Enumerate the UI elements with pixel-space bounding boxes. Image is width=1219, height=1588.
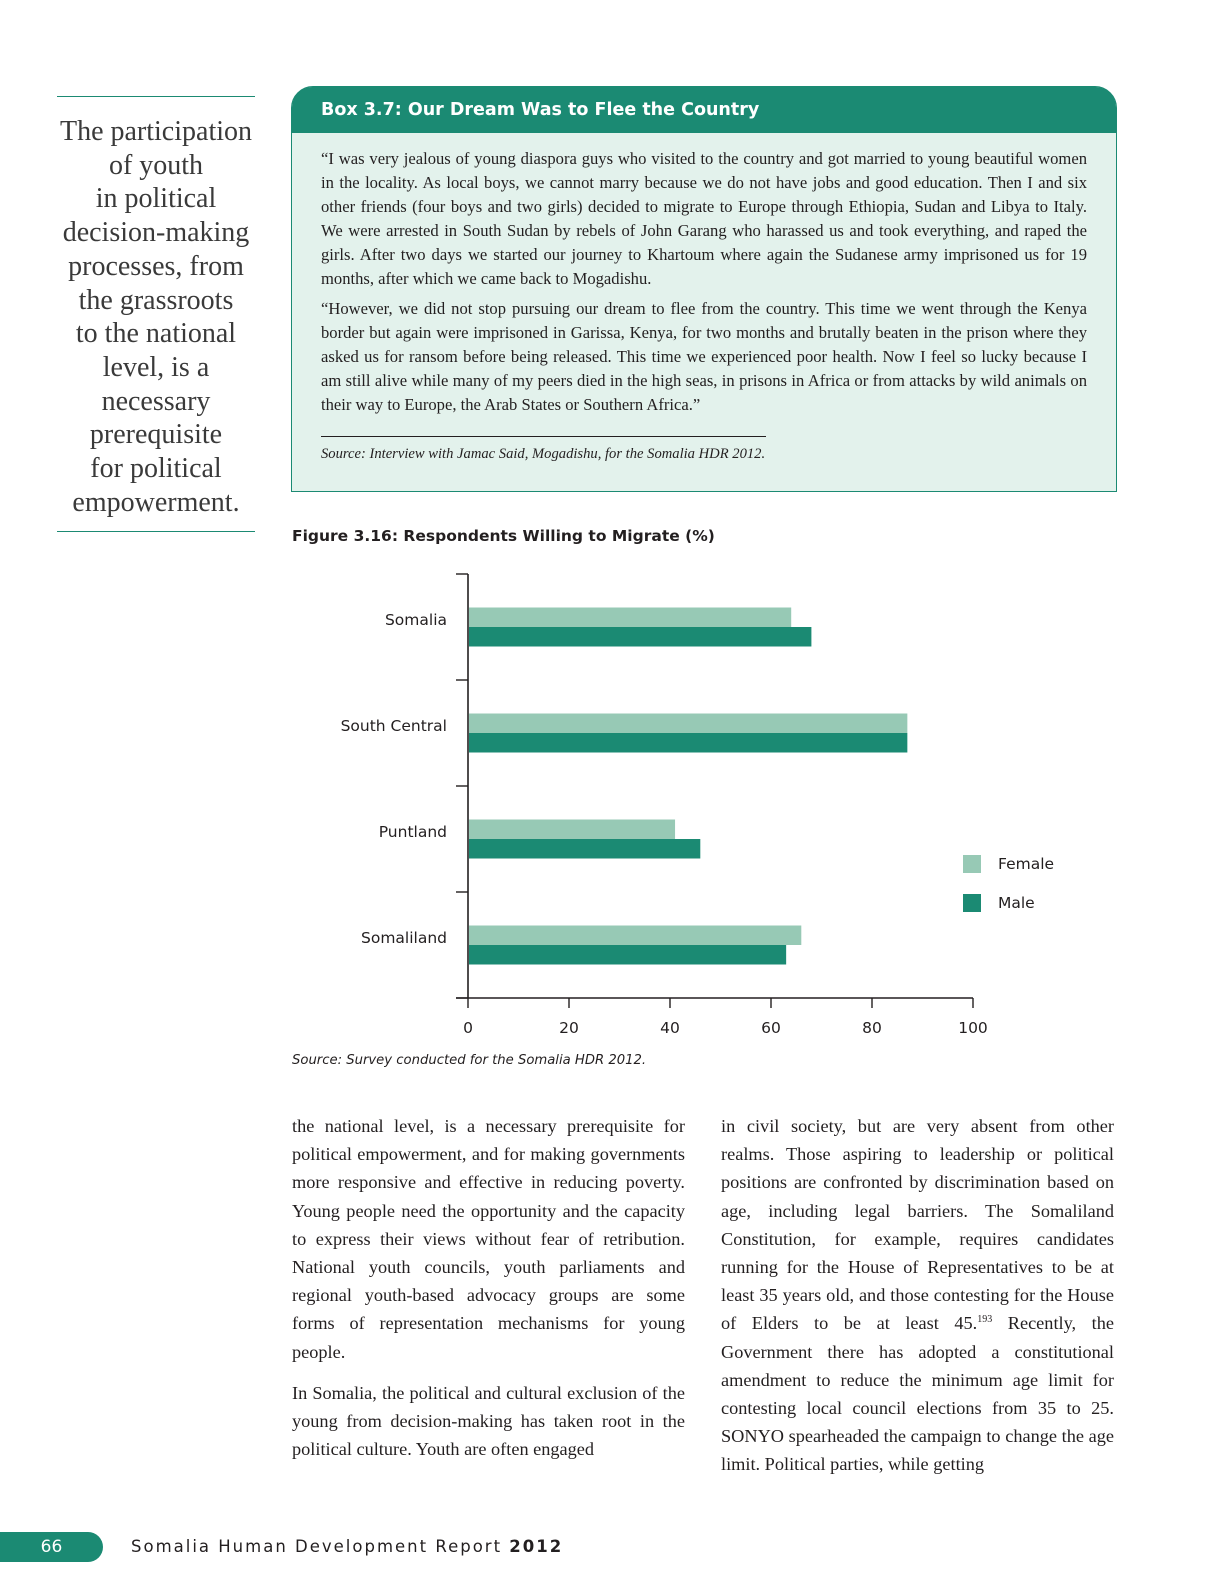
pull-quote-line: of youth [108,149,204,181]
x-tick-label: 20 [559,1019,579,1037]
pull-quote-line: for political [90,453,222,485]
body-paragraph: In Somalia, the political and cultural exclusion of the young from decision-making has taken root in the political culture. Youth are often engaged [292,1382,685,1460]
body-paragraph [721,1112,1114,1479]
pull-quote-line: decision-making [62,217,250,249]
footer-title [131,1535,563,1559]
figure-source: Source: Survey conducted for the Somalia HDR 2012. [292,1053,647,1068]
pull-quote-line: prerequisite [89,419,223,451]
body-text: in civil society, but are very absent from other realms. Those aspiring to leadership or political positions are confronted by discrimination based on age, including legal barriers. The Somaliland Constitution, for example, requires candidates running for the House of Representatives to be at least 35 years old, and those contesting for the House of Elders to be at least 45. [721,1116,1114,1334]
pull-quote-line: level, is a [102,351,210,383]
category-label: South Central [340,717,447,735]
page-number: 66 [0,1532,103,1562]
body-column-right [721,1112,1114,1492]
legend-swatch-male [963,894,981,912]
category-label: Somaliland [361,929,447,947]
legend-swatch-female [963,855,981,873]
pull-quote-line: processes, from [68,250,244,282]
report-year: 2012 [509,1537,564,1556]
x-tick-label: 80 [862,1019,882,1037]
x-tick-label: 0 [463,1019,473,1037]
pull-quote-line: empowerment. [72,486,240,518]
pull-quote-line: to the national [75,318,237,350]
category-label: Puntland [378,823,447,841]
bar-female [469,608,791,628]
pull-quote-line: The participation [59,116,253,147]
bar-male [469,945,786,965]
category-label: Somalia [384,611,447,629]
pull-quote-line: necessary [101,385,211,417]
footnote-ref: 193 [977,1314,993,1326]
bar-female [469,714,907,734]
box-title: Box 3.7: Our Dream Was to Flee the Country [292,87,1116,133]
box-paragraph: “I was very jealous of young diaspora guys who visited to the country and got married to young beautiful women in the locality. As local boys, we cannot marry because we do not have jobs and good education. Then I and six other friends (four boys and two girls) decided to migrate to Europe through Ethiopia, Sudan and Libya to Italy. We were arrested in South Sudan by rebels of John Garang who harassed us and took everything, and raped the girls. After two days we started our journey to Khartoum where again the Sudanese army imprisoned us for 19 months, after which we came back to Mogadishu. [321,149,1087,288]
figure-title: Figure 3.16: Respondents Willing to Migrate (%) [292,527,715,545]
box-paragraph: “However, we did not stop pursuing our dream to flee from the country. This time we went through the Kenya border but again were imprisoned in Garissa, Kenya, for two months and brutally beaten in the prison where they asked us for ransom before being released. This time we experienced poor health. Now I feel so lucky because I am still alive while many of my peers died in the high seas, in prisons in Africa or from attacks by wild animals on their way to Europe, the Arab States or Southern Africa.” [321,299,1087,414]
body-column-left [292,1112,685,1476]
body-paragraph: the national level, is a necessary prerequisite for political empowerment, and for making governments more responsive and effective in reducing poverty. Young people need the opportunity and the capacity to express their views without fear of retribution. National youth councils, youth parliaments and regional youth-based advocacy groups are some forms of representation mechanisms for young people. [292,1116,685,1362]
legend-label: Female [998,855,1055,873]
x-tick-label: 40 [660,1019,680,1037]
x-tick-label: 100 [958,1019,988,1037]
bar-male [469,627,811,647]
report-title: Somalia Human Development Report [131,1537,503,1556]
pull-quote-line: in political [95,183,217,215]
bar-female [469,820,675,840]
pull-quote-line: the grassroots [78,284,234,316]
bar-male [469,733,907,753]
bar-male [469,839,700,859]
box-source: Source: Interview with Jamac Said, Mogadishu, for the Somalia HDR 2012. [321,446,766,462]
bar-female [469,926,801,946]
x-tick-label: 60 [761,1019,781,1037]
body-text: Recently, the Government there has adopted a constitutional amendment to reduce the minimum age limit for contesting local council elections from 35 to 25. SONYO spearheaded the campaign to change the age limit. Political parties, while getting [721,1313,1114,1475]
legend-label: Male [998,894,1035,912]
